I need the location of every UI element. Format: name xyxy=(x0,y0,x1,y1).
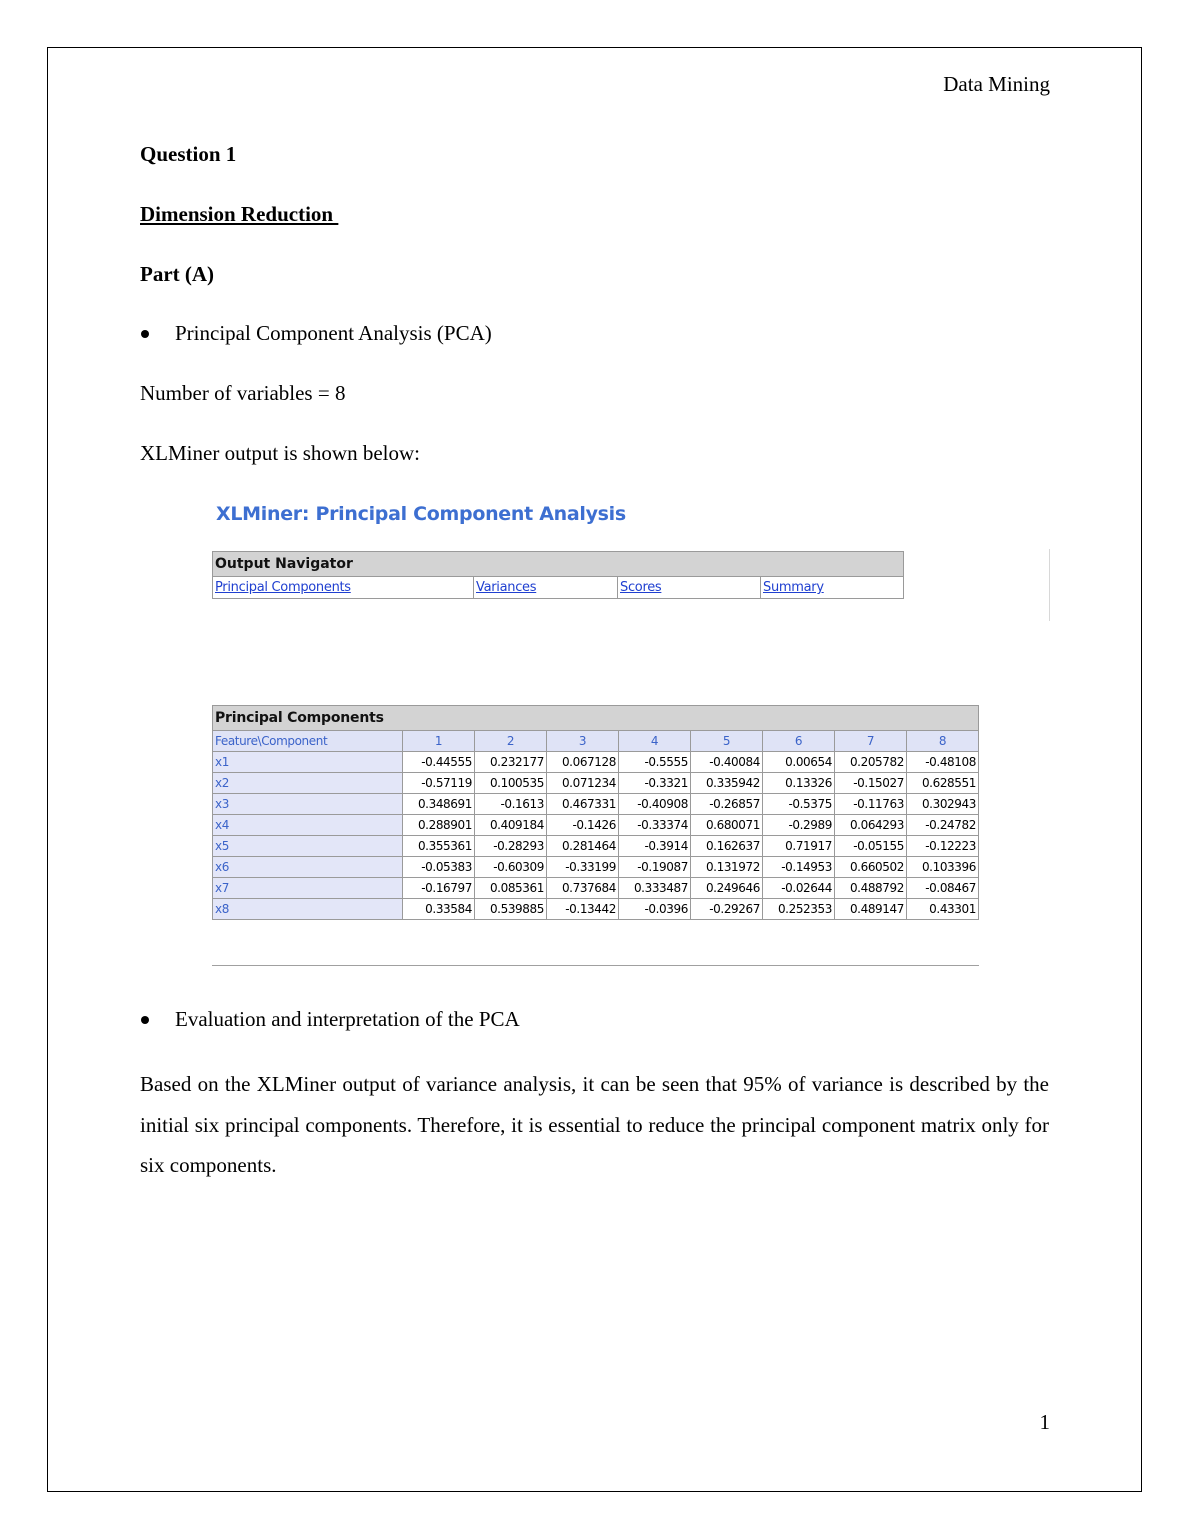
section-title: Dimension Reduction xyxy=(140,202,339,226)
table-cell: 0.064293 xyxy=(835,815,907,836)
pc-column-header: 5 xyxy=(691,731,763,752)
table-cell: 0.232177 xyxy=(475,752,547,773)
table-cell: -0.33374 xyxy=(619,815,691,836)
table-cell: 0.00654 xyxy=(763,752,835,773)
table-cell: -0.1426 xyxy=(547,815,619,836)
table-cell: -0.24782 xyxy=(907,815,979,836)
table-cell: 0.539885 xyxy=(475,899,547,920)
table-cell: 0.467331 xyxy=(547,794,619,815)
table-row xyxy=(213,752,979,773)
table-cell: -0.05155 xyxy=(835,836,907,857)
table-cell: 0.680071 xyxy=(691,815,763,836)
table-cell: -0.14953 xyxy=(763,857,835,878)
table-cell: 0.348691 xyxy=(403,794,475,815)
table-cell: -0.08467 xyxy=(907,878,979,899)
table-cell: -0.3321 xyxy=(619,773,691,794)
page-number: 1 xyxy=(1039,1410,1050,1434)
table-row xyxy=(213,857,979,878)
pc-column-header: 8 xyxy=(907,731,979,752)
table-cell: -0.02644 xyxy=(763,878,835,899)
xlminer-title: XLMiner: Principal Component Analysis xyxy=(216,503,626,525)
table-cell: 0.162637 xyxy=(691,836,763,857)
table-cell: 0.131972 xyxy=(691,857,763,878)
table-cell: -0.26857 xyxy=(691,794,763,815)
bullet-text: Evaluation and interpretation of the PCA xyxy=(175,1007,520,1031)
table-cell: 0.355361 xyxy=(403,836,475,857)
separator-line xyxy=(212,965,979,966)
table-cell: 0.100535 xyxy=(475,773,547,794)
table-cell: 0.489147 xyxy=(835,899,907,920)
nav-link-variances[interactable]: Variances xyxy=(476,580,537,595)
table-row xyxy=(213,773,979,794)
row-label: x4 xyxy=(213,815,403,836)
table-row xyxy=(213,836,979,857)
row-label: x3 xyxy=(213,794,403,815)
row-label: x2 xyxy=(213,773,403,794)
table-cell: -0.0396 xyxy=(619,899,691,920)
running-header: Data Mining xyxy=(943,72,1050,96)
row-label: x5 xyxy=(213,836,403,857)
table-cell: 0.281464 xyxy=(547,836,619,857)
table-cell: -0.40908 xyxy=(619,794,691,815)
table-cell: 0.71917 xyxy=(763,836,835,857)
nav-link-principal-components[interactable]: Principal Components xyxy=(215,580,351,595)
pc-table-heading: Principal Components xyxy=(213,706,979,731)
bullet-text: Principal Component Analysis (PCA) xyxy=(175,321,492,345)
interpretation-paragraph: Based on the XLMiner output of variance analysis, it can be seen that 95% of variance is described by the initial six principal components. Therefore, it is essential to reduce the principal component matrix only for six components. xyxy=(140,1072,1049,1177)
table-cell: 0.488792 xyxy=(835,878,907,899)
table-cell: -0.40084 xyxy=(691,752,763,773)
pc-column-header: 4 xyxy=(619,731,691,752)
table-cell: -0.60309 xyxy=(475,857,547,878)
table-cell: -0.11763 xyxy=(835,794,907,815)
variables-count: Number of variables = 8 xyxy=(140,381,346,405)
vertical-divider xyxy=(1049,549,1050,621)
principal-components-table xyxy=(212,705,979,920)
table-cell: 0.335942 xyxy=(691,773,763,794)
pc-column-header: 2 xyxy=(475,731,547,752)
table-cell: 0.33584 xyxy=(403,899,475,920)
table-row xyxy=(213,899,979,920)
table-row xyxy=(213,878,979,899)
table-cell: -0.2989 xyxy=(763,815,835,836)
table-row xyxy=(213,794,979,815)
table-cell: 0.085361 xyxy=(475,878,547,899)
pc-corner-cell: Feature\Component xyxy=(213,731,403,752)
pc-column-header: 7 xyxy=(835,731,907,752)
table-cell: -0.5375 xyxy=(763,794,835,815)
question-heading: Question 1 xyxy=(140,142,237,166)
row-label: x7 xyxy=(213,878,403,899)
table-cell: 0.333487 xyxy=(619,878,691,899)
table-cell: 0.205782 xyxy=(835,752,907,773)
row-label: x6 xyxy=(213,857,403,878)
row-label: x8 xyxy=(213,899,403,920)
table-cell: -0.05383 xyxy=(403,857,475,878)
table-cell: 0.249646 xyxy=(691,878,763,899)
table-cell: 0.103396 xyxy=(907,857,979,878)
row-label: x1 xyxy=(213,752,403,773)
nav-link-scores[interactable]: Scores xyxy=(620,580,662,595)
navigator-heading: Output Navigator xyxy=(213,552,904,577)
table-cell: -0.16797 xyxy=(403,878,475,899)
table-cell: -0.33199 xyxy=(547,857,619,878)
table-cell: 0.628551 xyxy=(907,773,979,794)
table-cell: -0.29267 xyxy=(691,899,763,920)
table-cell: -0.3914 xyxy=(619,836,691,857)
table-cell: 0.067128 xyxy=(547,752,619,773)
output-navigator xyxy=(212,551,904,599)
table-cell: -0.19087 xyxy=(619,857,691,878)
pc-column-header: 1 xyxy=(403,731,475,752)
table-cell: -0.5555 xyxy=(619,752,691,773)
table-cell: 0.13326 xyxy=(763,773,835,794)
table-cell: 0.288901 xyxy=(403,815,475,836)
table-cell: 0.071234 xyxy=(547,773,619,794)
table-cell: -0.12223 xyxy=(907,836,979,857)
nav-link-summary[interactable]: Summary xyxy=(763,580,824,595)
table-cell: -0.13442 xyxy=(547,899,619,920)
pc-column-header: 6 xyxy=(763,731,835,752)
pc-header-row xyxy=(213,731,979,752)
table-cell: -0.57119 xyxy=(403,773,475,794)
table-cell: 0.737684 xyxy=(547,878,619,899)
output-intro: XLMiner output is shown below: xyxy=(140,441,420,465)
table-row xyxy=(213,815,979,836)
table-cell: 0.252353 xyxy=(763,899,835,920)
part-heading: Part (A) xyxy=(140,262,215,286)
pc-column-header: 3 xyxy=(547,731,619,752)
table-cell: -0.48108 xyxy=(907,752,979,773)
table-cell: 0.43301 xyxy=(907,899,979,920)
table-cell: -0.15027 xyxy=(835,773,907,794)
table-cell: 0.660502 xyxy=(835,857,907,878)
table-cell: -0.1613 xyxy=(475,794,547,815)
table-cell: 0.409184 xyxy=(475,815,547,836)
table-cell: 0.302943 xyxy=(907,794,979,815)
table-cell: -0.44555 xyxy=(403,752,475,773)
table-cell: -0.28293 xyxy=(475,836,547,857)
